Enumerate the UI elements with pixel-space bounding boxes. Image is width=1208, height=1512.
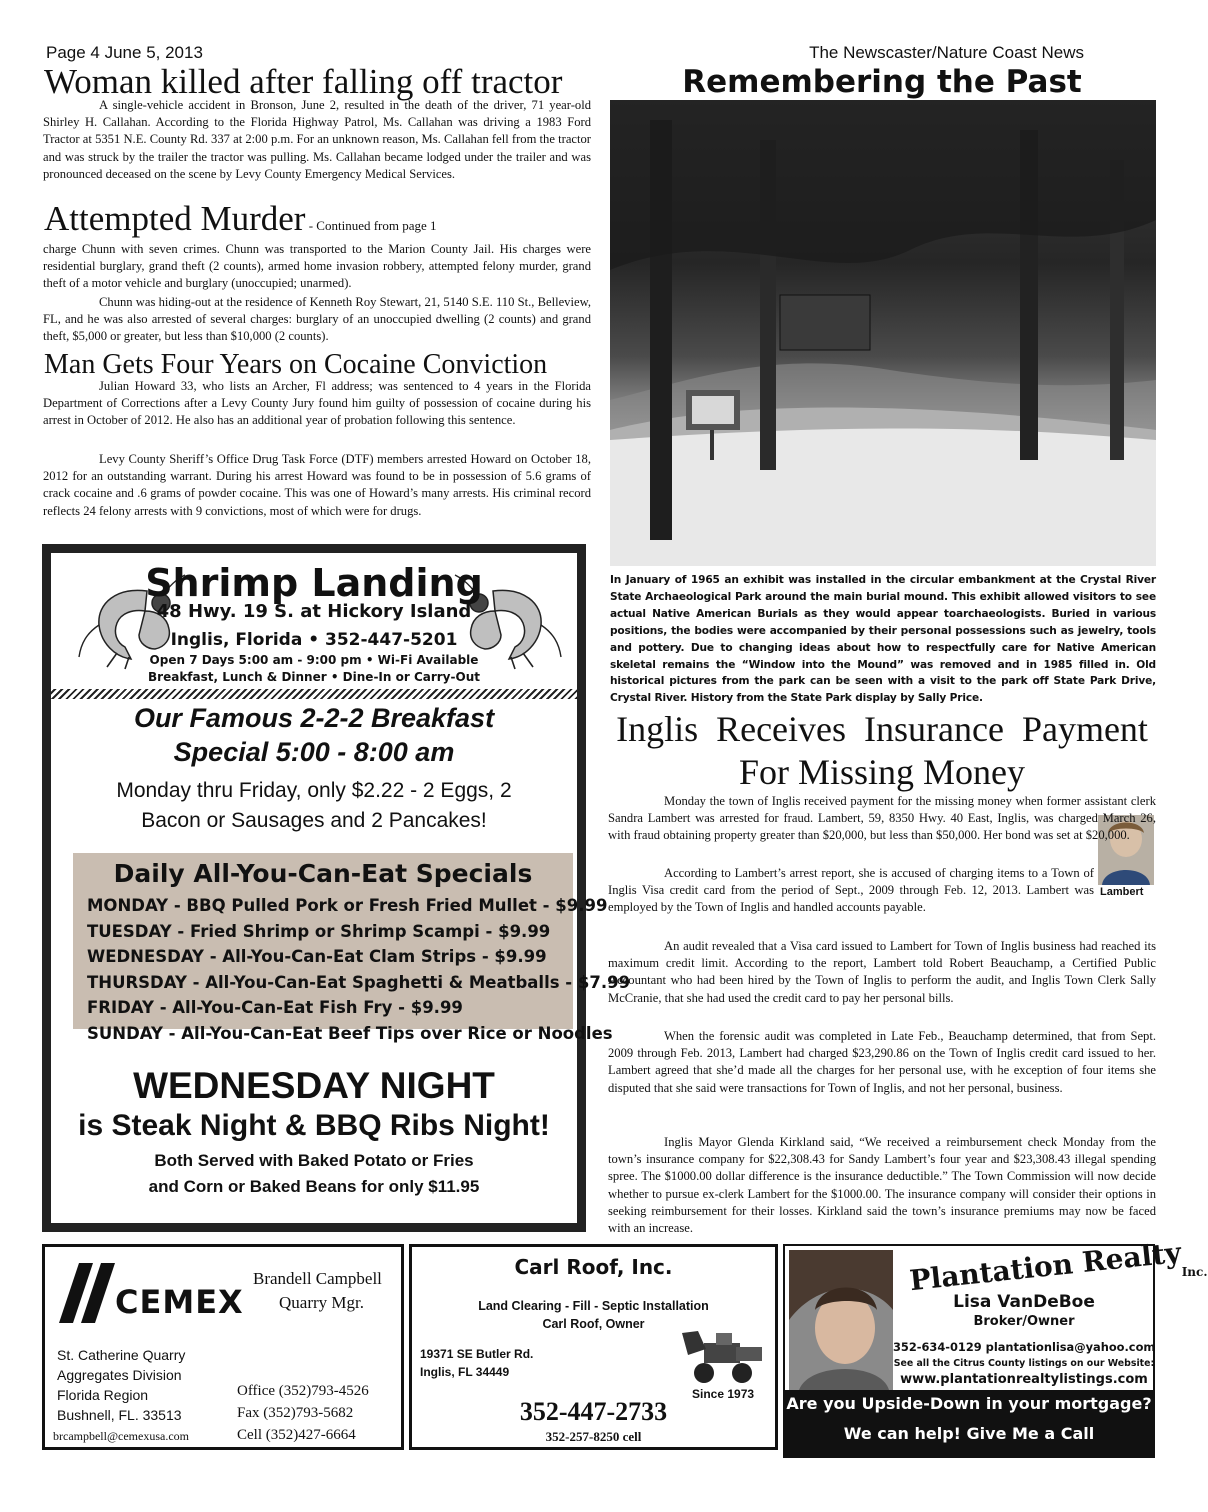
remembering-caption: In January of 1965 an exhibit was installed in the circular embankment at the Crystal River State Archaeological Park around the main burial mound. This exhibit allowed visitors to see actual Native American Burials as they would appear toarchaeologists. Buried in various positions, the bodies were accompanied by their personal possessions such as jewelry, tools and pottery. Due to changing ideas about how to respectfully care for Native American skeletal remains the “Window into the Mound” was removed and in 1985 filled in. Old historical pictures from the park can be seen with a visit to the park off State Park Drive, Crystal River. History from the State Park display by Sally Price. (610, 574, 1156, 705)
realtor-slogan-line2: We can help! Give Me a Call (843, 1424, 1095, 1443)
breakfast-special-line1: Our Famous 2-2-2 Breakfast (133, 703, 495, 733)
ad-divider-strip (51, 689, 577, 699)
realtor-slogan-line1: Are you Upside-Down in your mortgage? (786, 1394, 1152, 1413)
carl-roof-services: Land Clearing - Fill - Septic Installation (478, 1299, 709, 1313)
carl-roof-ad (409, 1244, 778, 1450)
headline-inglis-line2: For Missing Money (738, 752, 1026, 792)
article-woman-killed-body: A single-vehicle accident in Bronson, June 2, resulted in the death of the driver, 71 year-old Shirley H. Callahan. According to the Florida Highway Patrol, Ms. Callahan was driving a 1983 Ford Tractor at 5351 N.E. County Rd. 337 at 2:00 p.m. For an unknown reason, Ms. Callahan fell from the tractor and was struck by the trailer the tractor was pulling. Ms. Callahan became lodged under the trailer and was pronounced deceased on the scene by Levy County Emergency Medical Services. (43, 98, 591, 181)
breakfast-desc-line2: Bacon or Sausages and 2 Pancakes! (141, 809, 487, 832)
wednesday-night-subtitle: is Steak Night & BBQ Ribs Night! (78, 1109, 550, 1142)
headline-woman-killed: Woman killed after falling off tractor (44, 62, 563, 101)
cemex-address-1: St. Catherine Quarry (57, 1347, 186, 1363)
daily-specials-list (87, 893, 630, 1046)
carl-roof-since: Since 1973 (692, 1387, 755, 1401)
special-sunday: SUNDAY - All-You-Can-Eat Beef Tips over Rice or Noodles (87, 1023, 613, 1043)
cemex-slash-icon (59, 1263, 119, 1323)
realtor-name: Lisa VanDeBoe (953, 1292, 1095, 1312)
article-attempted-murder-p2: Chunn was hiding-out at the residence of Kenneth Roy Stewart, 21, 5140 S.E. 110 St., Belleview, FL, and he was also arrested of several charges: burglary of an unoccupied dwelling (2 counts) and grand theft, $5,000 or greater, but less than $10,000 (2 counts). (43, 295, 591, 344)
attempted-murder-title: Attempted Murder (44, 199, 306, 238)
article-inglis-p2: According to Lambert’s arrest report, she is accused of charging items to a Town of Inglis Visa credit card from the period of Sept., 2009 through Feb. 12, 2013. Lambert was employed by the Town of Inglis and handled accounts payable. (608, 866, 1094, 915)
realtor-contact: 352-634-0129 plantationlisa@yahoo.com (893, 1340, 1156, 1354)
carl-roof-name: Carl Roof, Inc. (514, 1255, 673, 1279)
shrimp-landing-city-phone: Inglis, Florida • 352-447-5201 (170, 630, 458, 650)
article-cocaine-p1: Julian Howard 33, who lists an Archer, Fl address; was sentenced to 4 years in the Florida Department of Corrections after a Levy County Jury found him guilty of possession of cocaine during his arrest in October of 2012. He also has an additional year of probation following this sentence. (43, 379, 591, 428)
headline-inglis-line1: Inglis Receives Insurance Payment (616, 709, 1148, 749)
headline-attempted-murder (44, 201, 437, 236)
park-scene-illustration (610, 100, 1156, 566)
cemex-contact-name: Brandell Campbell (253, 1269, 382, 1288)
carl-roof-address-2: Inglis, FL 34449 (420, 1365, 510, 1379)
cemex-address-3: Florida Region (57, 1387, 149, 1403)
realtor-photo (789, 1250, 893, 1390)
wednesday-night-title: WEDNESDAY NIGHT (133, 1065, 495, 1106)
attempted-murder-continued: - Continued from page 1 (305, 218, 437, 233)
headline-cocaine-conviction: Man Gets Four Years on Cocaine Conviction (44, 349, 548, 380)
plantation-realty-wordmark: Plantation Realty (908, 1235, 1183, 1298)
cemex-fax: Fax (352)793-5682 (237, 1405, 354, 1421)
special-thursday: THURSDAY - All-You-Can-Eat Spaghetti & Meatballs - $7.99 (87, 972, 631, 992)
shrimp-landing-address: 48 Hwy. 19 S. at Hickory Island (156, 601, 472, 622)
carl-roof-owner: Carl Roof, Owner (542, 1317, 645, 1331)
cemex-wordmark: CEMEX (115, 1283, 244, 1321)
special-tuesday: TUESDAY - Fried Shrimp or Shrimp Scampi - $9.99 (87, 921, 551, 941)
page-header-left: Page 4 June 5, 2013 (46, 43, 203, 62)
cemex-cell: Cell (352)427-6664 (237, 1427, 356, 1443)
carl-roof-address-1: 19371 SE Butler Rd. (420, 1347, 534, 1361)
cemex-contact-role: Quarry Mgr. (279, 1293, 364, 1312)
shrimp-landing-ad (42, 544, 631, 1232)
shrimp-ad-inner (51, 553, 631, 1223)
page-header-right: The Newscaster/Nature Coast News (809, 43, 1084, 62)
cemex-office-phone: Office (352)793-4526 (237, 1383, 369, 1399)
cemex-email: brcampbell@cemexusa.com (53, 1429, 189, 1443)
realtor-title: Broker/Owner (973, 1314, 1075, 1329)
cemex-address-4: Bushnell, FL. 33513 (57, 1407, 182, 1423)
article-attempted-murder-p1: charge Chunn with seven crimes. Chunn was transported to the Marion County Jail. His charges were residential burglary, grand theft (2 counts), armed home invasion robbery, attempted felony murder, grand theft of a motor vehicle and burglary (unoccupied; unarmed). (43, 242, 591, 291)
historical-park-photo (610, 100, 1156, 566)
cemex-address-2: Aggregates Division (57, 1367, 182, 1383)
article-inglis-p4: When the forensic audit was completed in Late Feb., Beauchamp determined, that from Sept. 2009 through Feb. 2013, Lambert had charged $23,290.86 on the Town of Inglis credit card issued to her. Lambert agreed that she’d made all the charges for her personal use, with he exception of four items she disputed that she said were transactions for Town of Inglis, and not her personal, business. (608, 1029, 1156, 1095)
shrimp-landing-meals: Breakfast, Lunch & Dinner • Dine-In or Carry-Out (148, 670, 480, 684)
daily-specials-panel (73, 853, 631, 1043)
cemex-logo (59, 1263, 244, 1323)
article-inglis-p1: Monday the town of Inglis received payment for the missing money when former assistant clerk Sandra Lambert was arrested for fraud. Lambert, 59, 8350 Hwy. 40 East, Inglis, was charged March 26, with fraud obtaining property greater than $20,000, but less than $50,000. Her bond was set at $20,000. (608, 794, 1156, 843)
special-monday: MONDAY - BBQ Pulled Pork or Fresh Fried Mullet - $9.99 (87, 896, 608, 915)
shrimp-landing-hours: Open 7 Days 5:00 am - 9:00 pm • Wi-Fi Available (149, 653, 479, 667)
realtor-note: See all the Citrus County listings on our Website: (893, 1358, 1155, 1369)
breakfast-special-line2: Special 5:00 - 8:00 am (173, 737, 455, 767)
wednesday-desc-line2: and Corn or Baked Beans for only $11.95 (148, 1177, 480, 1196)
wednesday-desc-line1: Both Served with Baked Potato or Fries (154, 1151, 474, 1170)
lambert-photo-caption: Lambert (1100, 886, 1144, 898)
breakfast-desc-line1: Monday thru Friday, only $2.22 - 2 Eggs, 2 (116, 779, 512, 802)
shrimp-landing-name: Shrimp Landing (145, 561, 483, 605)
realtor-website: www.plantationrealtylistings.com (900, 1372, 1148, 1387)
article-inglis-p3: An audit revealed that a Visa card issued to Lambert for Town of Inglis business had reached its maximum credit limit. According to the report, Lambert told Robert Beauchamp, a Certified Public Accountant who had been hired by the Town of Inglis to perform the audit, and Inglis Town Clerk Sally McCranie, that she had used the credit card to pay her personal bills. (608, 939, 1156, 1005)
carl-roof-phone: 352-447-2733 (519, 1397, 668, 1426)
article-cocaine-p2: Levy County Sheriff’s Office Drug Task Force (DTF) members arrested Howard on October 18, 2012 for an outstanding warrant. During his arrest Howard was found to be in possession of 5.6 grams of crack cocaine and .6 grams of powder cocaine. This was one of Howard’s many arrests. His criminal record reflects 24 felony arrests with 9 convictions, most of which were for drugs. (43, 452, 591, 518)
cemex-ad (42, 1244, 404, 1450)
special-friday: FRIDAY - All-You-Can-Eat Fish Fry - $9.99 (87, 998, 463, 1017)
plantation-realty-ad (783, 1235, 1208, 1458)
plantation-realty-logo (908, 1235, 1208, 1298)
remembering-title: Remembering the Past (682, 64, 1082, 100)
realtor-slogan-bar (785, 1390, 1153, 1456)
bulldozer-icon (676, 1329, 768, 1385)
plantation-realty-inc: Inc. (1181, 1265, 1208, 1279)
daily-specials-title: Daily All-You-Can-Eat Specials (113, 859, 533, 888)
special-wednesday: WEDNESDAY - All-You-Can-Eat Clam Strips - $9.99 (87, 947, 547, 966)
carl-roof-cell: 352-257-8250 cell (545, 1429, 642, 1444)
article-inglis-p5: Inglis Mayor Glenda Kirkland said, “We received a reimbursement check Monday from the town’s insurance company for $22,308.43 for Sandy Lambert’s four year and $23,308.43 illegal spending spree. The $1000.00 dollar difference is the insurance deductible.” The Town Commission will now decide whether to pursue ex-clerk Lambert for the $1000.00. The insurance company will consider their options in seeking reimbursement for their losses. Kirkland said the town’s insurance premiums may now be faced with an increase. (608, 1135, 1156, 1236)
